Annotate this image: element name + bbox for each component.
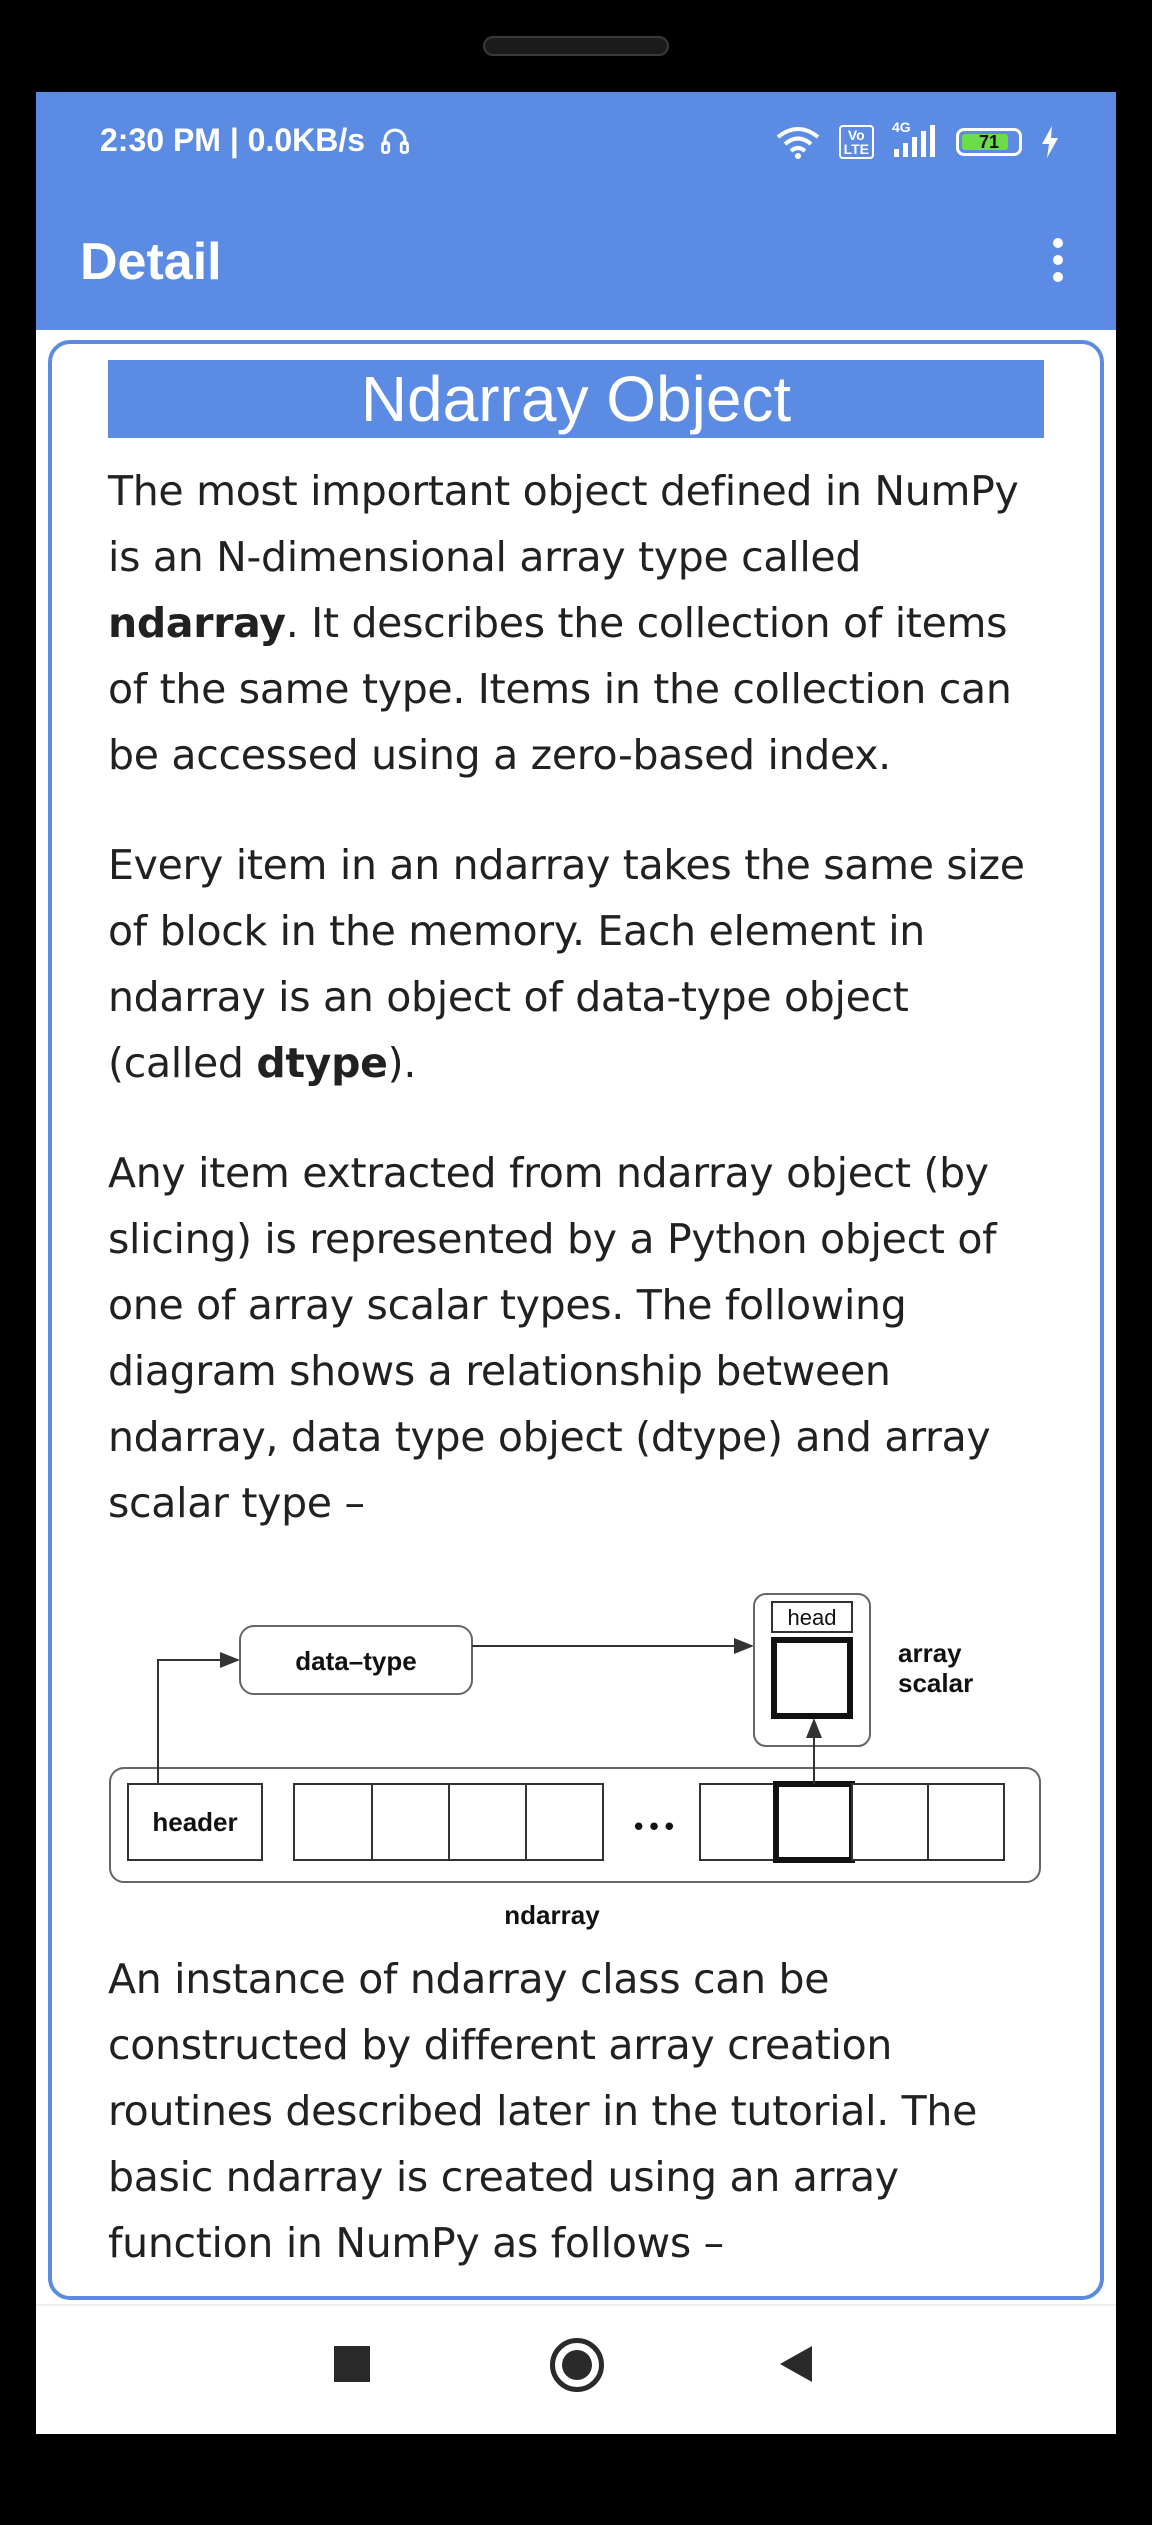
- battery-level: 71: [978, 131, 1000, 152]
- array-cell: [852, 1784, 928, 1860]
- menu-dot-icon: [1053, 255, 1063, 265]
- app-bar-title: Detail: [80, 233, 222, 291]
- home-button[interactable]: [550, 2338, 604, 2392]
- array-scalar-label-line2: scalar: [898, 1668, 974, 1698]
- selected-array-cell: [776, 1784, 852, 1860]
- arrow-to-data-type: [158, 1660, 238, 1784]
- overflow-menu-button[interactable]: [1038, 230, 1078, 290]
- charging-bolt-icon: [1040, 126, 1060, 158]
- array-cell: [294, 1784, 372, 1860]
- navigation-bar: [36, 2304, 1116, 2434]
- paragraph-2: Every item in an ndarray takes the same size of block in the memory. Each element in ndarray is an object of data-type object (called dtype).: [108, 841, 1025, 1087]
- array-cell: [700, 1784, 776, 1860]
- ellipsis: •••: [630, 1813, 678, 1843]
- headphones-icon: [380, 125, 410, 155]
- array-scalar-label-line1: array: [898, 1638, 962, 1668]
- battery-indicator: [956, 128, 1022, 156]
- recents-button[interactable]: [334, 2346, 370, 2382]
- status-icons: [775, 119, 1060, 162]
- phone-speaker: [483, 36, 669, 56]
- ndarray-label: ndarray: [504, 1900, 600, 1930]
- back-button[interactable]: [780, 2346, 812, 2382]
- phone-screen: [36, 92, 1116, 2432]
- status-time: 2:30 PM | 0.0KB/s: [100, 122, 410, 159]
- head-label: head: [787, 1605, 837, 1630]
- paragraph-3: Any item extracted from ndarray object (by slicing) is represented by a Python object of one of array scalar types. The following diagram shows a relationship between ndarray, data type object (dtype) and array scalar type –: [108, 1149, 997, 1527]
- array-cell: [526, 1784, 603, 1860]
- array-cell: [372, 1784, 449, 1860]
- ndarray-diagram: [104, 1580, 1044, 1940]
- paragraph-1: The most important object defined in NumPy is an N-dimensional array type called ndarray. It describes the collection of items of the same type. Items in the collection can be accessed using a zero-based index.: [108, 467, 1019, 779]
- menu-dot-icon: [1053, 238, 1063, 248]
- array-cell: [928, 1784, 1004, 1860]
- scalar-element: [774, 1640, 850, 1716]
- header-label: header: [152, 1807, 238, 1837]
- cell-signal: [892, 119, 938, 159]
- app-bar: [36, 194, 1116, 330]
- wifi-icon: [775, 125, 821, 159]
- content-card[interactable]: [48, 340, 1104, 2300]
- network-type-label: 4G: [892, 119, 911, 135]
- volte-badge: Vo LTE: [839, 125, 874, 159]
- paragraph-4: An instance of ndarray class can be constructed by different array creation routines described later in the tutorial. The basic ndarray is created using an array function in NumPy as follows –: [108, 1955, 978, 2267]
- menu-dot-icon: [1053, 272, 1063, 282]
- article-body: [108, 360, 1044, 2424]
- page-title: Ndarray Object: [108, 360, 1044, 438]
- status-bar: [36, 92, 1116, 194]
- data-type-label: data–type: [295, 1646, 417, 1676]
- array-cell: [449, 1784, 526, 1860]
